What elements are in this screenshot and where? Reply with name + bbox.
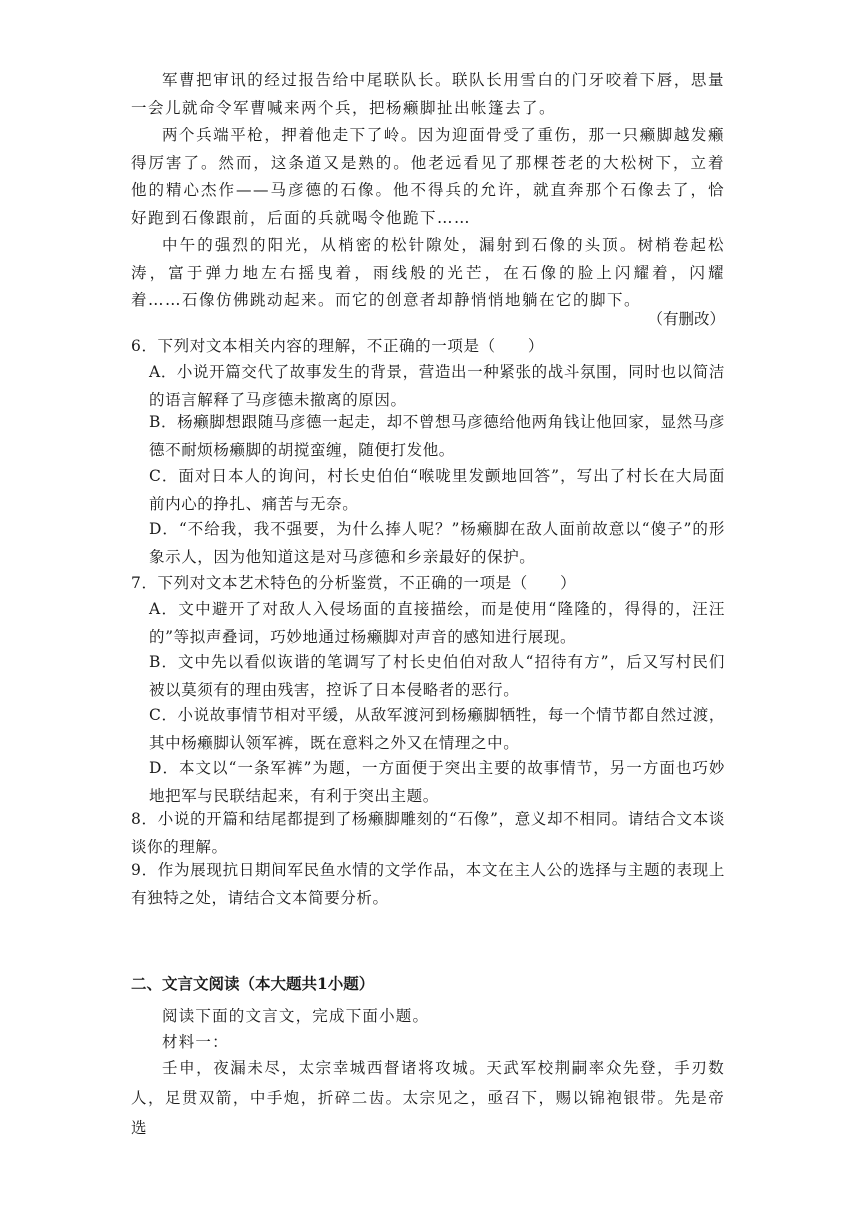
- story-paragraph-3: 中午的强烈的阳光，从梢密的松针隙处，漏射到石像的头顶。树梢卷起松涛，富于弹力地左右摇曳着，雨线般的光芒，在石像的脸上闪耀着，闪耀着……石像仿佛跳动起来。而它的创意者却静悄悄地躺在它的脚下。: [131, 236, 725, 309]
- question-7-option-b: B．文中先以看似诙谐的笔调写了村长史伯伯对敌人“招待有方”，后又写村民们被以莫须有的理由残害，控诉了日本侵略者的恶行。: [149, 653, 725, 699]
- material-1-label: 材料一：: [162, 1033, 229, 1051]
- classical-text-paragraph: 壬申，夜漏未尽，太宗幸城西督诸将攻城。天武军校荆嗣率众先登，手刃数人，足贯双箭，中手炮，折碎二齿。太宗见之，亟召下，赐以锦袍银带。先是帝选: [131, 1059, 725, 1137]
- story-paragraph-1: 军曹把审讯的经过报告给中尾联队长。联队长用雪白的门牙咬着下唇，思量一会儿就命令军曹喊来两个兵，把杨癞脚扯出帐篷去了。: [131, 71, 725, 117]
- question-8: 8．小说的开篇和结尾都提到了杨癞脚雕刻的“石像”，意义却不相同。请结合文本谈谈你的理解。: [131, 810, 725, 856]
- question-7-option-a: A．文中避开了对敌人入侵场面的直接描绘，而是使用“隆隆的，得得的，汪汪的”等拟声叠词，巧妙地通过杨癞脚对声音的感知进行展现。: [149, 600, 725, 646]
- question-6-stem: 6．下列对文本相关内容的理解，不正确的一项是（ ）: [131, 337, 544, 355]
- question-6-option-a: A．小说开篇交代了故事发生的背景，营造出一种紧张的战斗氛围，同时也以简洁的语言解释了马彦德未撤离的原因。: [149, 363, 725, 409]
- question-7-stem: 7．下列对文本艺术特色的分析鉴赏，不正确的一项是（ ）: [131, 574, 577, 592]
- section-2-heading: 二、文言文阅读（本大题共1小题）: [131, 974, 375, 993]
- question-7-option-d: D．本文以“一条军裤”为题，一方面便于突出主要的故事情节，另一方面也巧妙地把军与民联结起来，有利于突出主题。: [149, 759, 725, 805]
- story-paragraph-2: 两个兵端平枪，押着他走下了岭。因为迎面骨受了重伤，那一只癞脚越发癞得厉害了。然而，这条道又是熟的。他老远看见了那棵苍老的大松树下，立着他的精心杰作——马彦德的石像。他不得兵的允许，就直奔那个石像去了，恰好跑到石像跟前，后面的兵就喝令他跪下……: [131, 126, 725, 227]
- section-2-instruction: 阅读下面的文言文，完成下面小题。: [162, 1007, 430, 1025]
- question-7-option-c: C．小说故事情节相对平缓，从敌军渡河到杨癞脚牺牲，每一个情节都自然过渡，其中杨癞脚认领军裤，既在意料之外又在情理之中。: [149, 706, 725, 752]
- question-6-option-d: D．“不给我，我不强要，为什么捧人呢？”杨癞脚在敌人面前故意以“傻子”的形象示人，因为他知道这是对马彦德和乡亲最好的保护。: [149, 520, 725, 566]
- question-6-option-b: B．杨癞脚想跟随马彦德一起走，却不曾想马彦德给他两角钱让他回家，显然马彦德不耐烦杨癞脚的胡搅蛮缠，随便打发他。: [149, 413, 725, 459]
- source-note: （有删改）: [647, 310, 725, 328]
- question-6-option-c: C．面对日本人的询问，村长史伯伯“喉咙里发颤地回答”，写出了村长在大局面前内心的挣扎、痛苦与无奈。: [149, 467, 725, 513]
- question-9: 9．作为展现抗日期间军民鱼水情的文学作品，本文在主人公的选择与主题的表现上有独特之处，请结合文本简要分析。: [131, 861, 725, 907]
